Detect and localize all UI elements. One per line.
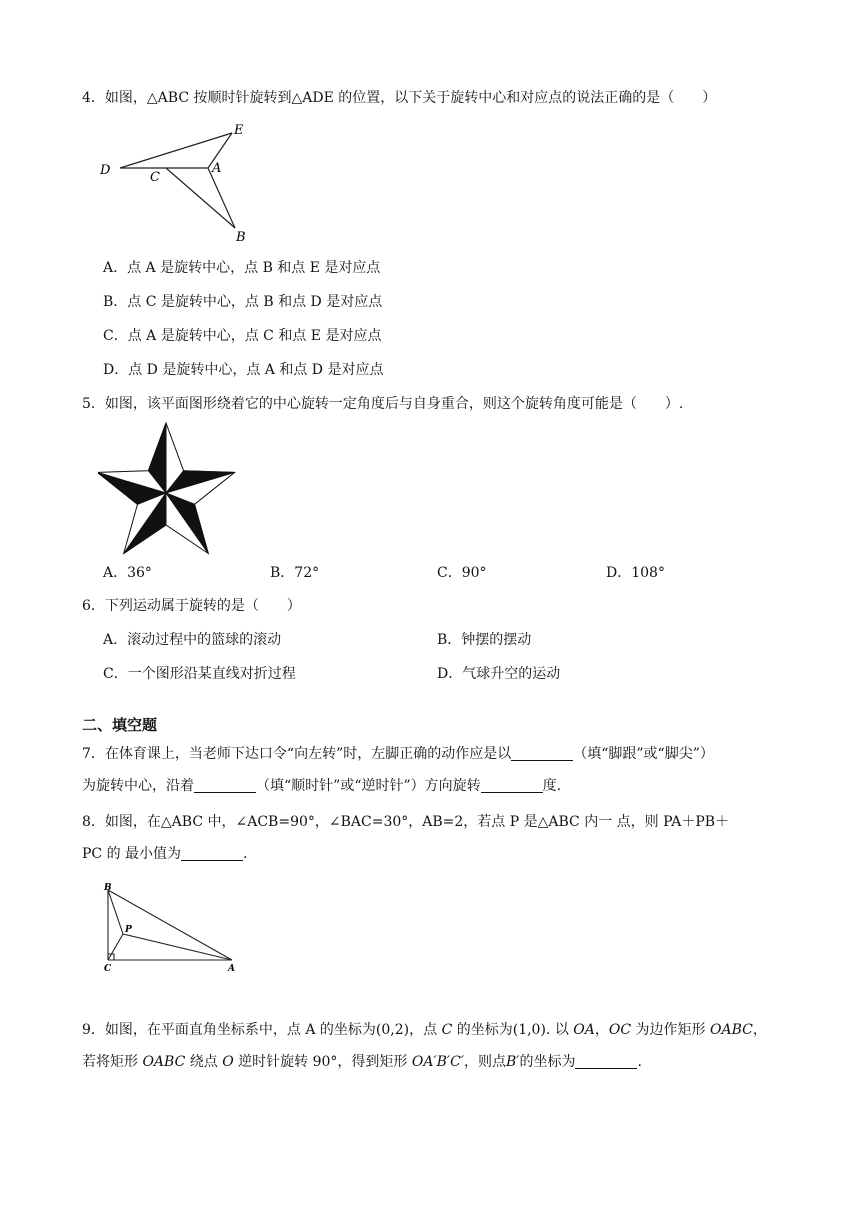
q9-end-1: ， <box>752 1022 767 1038</box>
q8-line2 <box>82 844 248 864</box>
q9-rect-prime: OA′B′C′ <box>411 1054 464 1070</box>
label-C: C <box>104 964 112 974</box>
q9-point-c: C <box>441 1022 453 1038</box>
q9-text-1c: 为边作矩形 <box>631 1022 710 1038</box>
q9-seg-oa: OA <box>573 1022 595 1038</box>
q9-rect-oabc-2: OABC <box>142 1054 186 1070</box>
q4-option-d[interactable]: D．点 D 是旋转中心，点 A 和点 D 是对应点 <box>103 362 384 378</box>
label-A: A <box>228 964 235 974</box>
q9-blank[interactable] <box>575 1054 637 1069</box>
q5-option-c[interactable]: C．90° <box>437 565 487 581</box>
q7-text-1a: 7．在体育课上，当老师下达口令“向左转”时，左脚正确的动作应是以 <box>82 746 512 762</box>
q7-blank-3[interactable] <box>481 778 543 793</box>
q9-end-2: . <box>637 1054 642 1070</box>
q8-text-2a: PC 的 最小值为 <box>82 846 182 862</box>
q9-point-o: O <box>222 1054 234 1070</box>
q9-comma: ， <box>594 1022 609 1038</box>
label-B: B <box>104 883 112 893</box>
q5-stem: 5．如图，该平面图形绕着它的中心旋转一定角度后与自身重合，则这个旋转角度可能是（ ）. <box>82 396 684 412</box>
q9-line1 <box>82 1020 767 1040</box>
q5-star-figure <box>98 420 238 556</box>
q9-text-1b: 的坐标为(1,0). 以 <box>452 1022 574 1038</box>
q7-blank-1[interactable] <box>511 746 573 761</box>
q6-option-c[interactable]: C．一个图形沿某直线对折过程 <box>103 666 296 682</box>
label-A: A <box>212 161 222 176</box>
q8-line1: 8．如图，在△ABC 中，∠ACB=90°，∠BAC=30°，AB=2，若点 P 是△ABC 内一 点，则 PA＋PB＋ <box>82 814 730 830</box>
q9-text-2a: 若将矩形 <box>82 1054 143 1070</box>
section-heading: 二、填空题 <box>82 716 158 734</box>
q9-point-bprime: B′ <box>506 1054 520 1070</box>
q4-option-b[interactable]: B．点 C 是旋转中心，点 B 和点 D 是对应点 <box>103 294 383 310</box>
q6-option-a[interactable]: A．滚动过程中的篮球的滚动 <box>103 632 282 648</box>
q5-option-a[interactable]: A．36° <box>103 565 152 581</box>
q7-text-1b: （填“脚跟”或“脚尖”） <box>573 746 714 762</box>
segment-AB <box>208 168 235 228</box>
q5-option-b[interactable]: B．72° <box>270 565 320 581</box>
q7-line2 <box>82 776 561 796</box>
q4-figure <box>96 118 266 248</box>
q6-option-b[interactable]: B．钟摆的摆动 <box>437 632 532 648</box>
q6-option-d[interactable]: D．气球升空的运动 <box>437 666 561 682</box>
q7-blank-2[interactable] <box>194 778 256 793</box>
q4-option-c[interactable]: C．点 A 是旋转中心，点 C 和点 E 是对应点 <box>103 328 382 344</box>
q7-text-2a: 为旋转中心，沿着 <box>82 778 194 794</box>
segment-PC <box>108 934 123 960</box>
segment-CB <box>166 168 235 228</box>
q7-text-2b: （填“顺时针”或“逆时针”）方向旋转 <box>256 778 481 794</box>
q9-text-2c: 逆时针旋转 90°，得到矩形 <box>233 1054 412 1070</box>
q8-triangle-figure <box>100 882 245 974</box>
q5-option-d[interactable]: D．108° <box>606 565 665 581</box>
label-E: E <box>234 123 244 138</box>
label-D: D <box>100 163 111 178</box>
label-C: C <box>150 170 160 185</box>
q9-seg-oc: OC <box>608 1022 632 1038</box>
q7-line1 <box>82 744 714 764</box>
q8-text-2b: . <box>243 846 248 862</box>
q9-text-2d: ，则点 <box>464 1054 506 1070</box>
segment-PA <box>123 934 232 960</box>
label-B: B <box>236 230 246 245</box>
q9-line2 <box>82 1052 642 1072</box>
q6-stem: 6．下列运动属于旋转的是（ ） <box>82 598 301 614</box>
q9-text-2e: 的坐标为 <box>519 1054 576 1070</box>
q9-rect-oabc: OABC <box>709 1022 753 1038</box>
q8-blank[interactable] <box>181 846 243 861</box>
q4-option-a[interactable]: A．点 A 是旋转中心，点 B 和点 E 是对应点 <box>103 260 381 276</box>
q7-text-2c: 度. <box>542 778 562 794</box>
label-P: P <box>125 925 132 935</box>
q9-text-1a: 9．如图，在平面直角坐标系中，点 A 的坐标为(0,2)，点 <box>82 1022 442 1038</box>
q4-stem: 4．如图，△ABC 按顺时针旋转到△ADE 的位置，以下关于旋转中心和对应点的说法正确的是（ ） <box>82 90 717 106</box>
q9-text-2b: 绕点 <box>185 1054 223 1070</box>
